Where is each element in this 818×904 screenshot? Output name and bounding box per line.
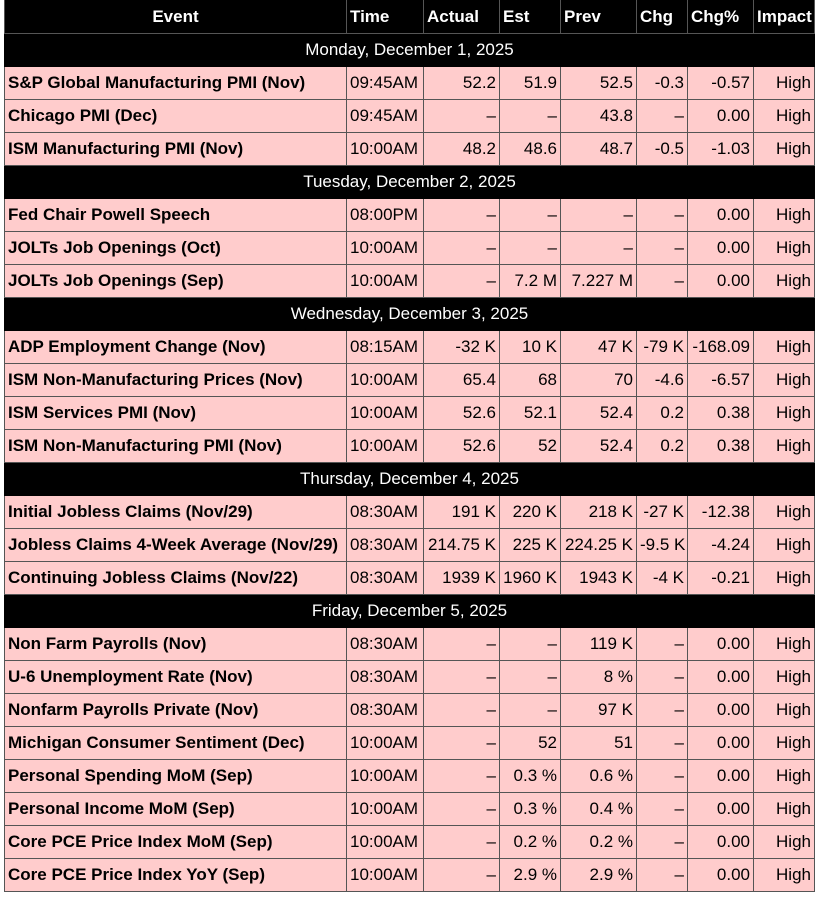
previous-cell: – bbox=[561, 232, 637, 265]
previous-cell: 43.8 bbox=[561, 100, 637, 133]
impact-cell: High bbox=[754, 67, 815, 100]
change-cell: – bbox=[637, 265, 688, 298]
estimate-cell: 68 bbox=[500, 364, 561, 397]
time-cell: 08:30AM bbox=[347, 694, 424, 727]
table-row[interactable] bbox=[5, 529, 815, 562]
time-cell: 10:00AM bbox=[347, 397, 424, 430]
table-row[interactable] bbox=[5, 364, 815, 397]
event-name-cell: ISM Services PMI (Nov) bbox=[5, 397, 347, 430]
change-cell: – bbox=[637, 826, 688, 859]
event-name-cell: Non Farm Payrolls (Nov) bbox=[5, 628, 347, 661]
table-row[interactable] bbox=[5, 628, 815, 661]
actual-cell: -32 K bbox=[424, 331, 500, 364]
event-name-cell: Jobless Claims 4-Week Average (Nov/29) bbox=[5, 529, 347, 562]
previous-cell: 119 K bbox=[561, 628, 637, 661]
change-percent-cell: 0.00 bbox=[688, 859, 754, 892]
change-percent-cell: -6.57 bbox=[688, 364, 754, 397]
previous-cell: 1943 K bbox=[561, 562, 637, 595]
time-cell: 10:00AM bbox=[347, 760, 424, 793]
previous-cell: 52.4 bbox=[561, 397, 637, 430]
actual-cell: 1939 K bbox=[424, 562, 500, 595]
table-row[interactable] bbox=[5, 397, 815, 430]
event-name-cell: JOLTs Job Openings (Sep) bbox=[5, 265, 347, 298]
change-percent-cell: -0.57 bbox=[688, 67, 754, 100]
economic-calendar-table bbox=[4, 0, 815, 892]
previous-cell: 8 % bbox=[561, 661, 637, 694]
day-header-row bbox=[5, 34, 815, 67]
day-header-label: Thursday, December 4, 2025 bbox=[5, 463, 815, 496]
change-percent-cell: 0.00 bbox=[688, 727, 754, 760]
event-name-cell: Continuing Jobless Claims (Nov/22) bbox=[5, 562, 347, 595]
change-cell: -4 K bbox=[637, 562, 688, 595]
table-row[interactable] bbox=[5, 430, 815, 463]
time-cell: 08:30AM bbox=[347, 661, 424, 694]
actual-cell: 52.6 bbox=[424, 430, 500, 463]
estimate-cell: 52 bbox=[500, 430, 561, 463]
actual-cell: – bbox=[424, 199, 500, 232]
column-header-actual[interactable]: Actual bbox=[424, 0, 500, 34]
table-row[interactable] bbox=[5, 661, 815, 694]
previous-cell: 51 bbox=[561, 727, 637, 760]
previous-cell: 70 bbox=[561, 364, 637, 397]
column-header-event[interactable]: Event bbox=[5, 0, 347, 34]
actual-cell: 52.6 bbox=[424, 397, 500, 430]
change-cell: – bbox=[637, 232, 688, 265]
impact-cell: High bbox=[754, 628, 815, 661]
change-cell: – bbox=[637, 628, 688, 661]
table-row[interactable] bbox=[5, 826, 815, 859]
change-percent-cell: 0.00 bbox=[688, 826, 754, 859]
time-cell: 10:00AM bbox=[347, 364, 424, 397]
actual-cell: – bbox=[424, 232, 500, 265]
estimate-cell: 48.6 bbox=[500, 133, 561, 166]
impact-cell: High bbox=[754, 364, 815, 397]
change-cell: -27 K bbox=[637, 496, 688, 529]
previous-cell: 48.7 bbox=[561, 133, 637, 166]
column-header-time[interactable]: Time bbox=[347, 0, 424, 34]
day-header-label: Monday, December 1, 2025 bbox=[5, 34, 815, 67]
time-cell: 10:00AM bbox=[347, 727, 424, 760]
previous-cell: 0.2 % bbox=[561, 826, 637, 859]
day-header-label: Tuesday, December 2, 2025 bbox=[5, 166, 815, 199]
event-name-cell: U-6 Unemployment Rate (Nov) bbox=[5, 661, 347, 694]
event-name-cell: Personal Income MoM (Sep) bbox=[5, 793, 347, 826]
actual-cell: – bbox=[424, 826, 500, 859]
impact-cell: High bbox=[754, 397, 815, 430]
impact-cell: High bbox=[754, 100, 815, 133]
event-name-cell: ISM Manufacturing PMI (Nov) bbox=[5, 133, 347, 166]
impact-cell: High bbox=[754, 331, 815, 364]
estimate-cell: – bbox=[500, 199, 561, 232]
time-cell: 08:30AM bbox=[347, 496, 424, 529]
actual-cell: 214.75 K bbox=[424, 529, 500, 562]
change-percent-cell: 0.00 bbox=[688, 265, 754, 298]
previous-cell: 97 K bbox=[561, 694, 637, 727]
change-cell: – bbox=[637, 694, 688, 727]
change-percent-cell: 0.00 bbox=[688, 694, 754, 727]
impact-cell: High bbox=[754, 496, 815, 529]
event-name-cell: JOLTs Job Openings (Oct) bbox=[5, 232, 347, 265]
actual-cell: – bbox=[424, 859, 500, 892]
change-percent-cell: 0.38 bbox=[688, 397, 754, 430]
estimate-cell: 1960 K bbox=[500, 562, 561, 595]
change-percent-cell: -12.38 bbox=[688, 496, 754, 529]
change-percent-cell: 0.00 bbox=[688, 661, 754, 694]
actual-cell: – bbox=[424, 793, 500, 826]
estimate-cell: – bbox=[500, 232, 561, 265]
economic-calendar bbox=[4, 0, 814, 892]
previous-cell: 0.4 % bbox=[561, 793, 637, 826]
actual-cell: – bbox=[424, 727, 500, 760]
impact-cell: High bbox=[754, 859, 815, 892]
event-name-cell: Core PCE Price Index MoM (Sep) bbox=[5, 826, 347, 859]
day-header-label: Wednesday, December 3, 2025 bbox=[5, 298, 815, 331]
actual-cell: 65.4 bbox=[424, 364, 500, 397]
table-row[interactable] bbox=[5, 133, 815, 166]
time-cell: 10:00AM bbox=[347, 133, 424, 166]
change-cell: 0.2 bbox=[637, 397, 688, 430]
table-row[interactable] bbox=[5, 199, 815, 232]
event-name-cell: Chicago PMI (Dec) bbox=[5, 100, 347, 133]
actual-cell: – bbox=[424, 628, 500, 661]
change-cell: -79 K bbox=[637, 331, 688, 364]
estimate-cell: 52.1 bbox=[500, 397, 561, 430]
previous-cell: 52.4 bbox=[561, 430, 637, 463]
change-cell: – bbox=[637, 727, 688, 760]
actual-cell: 52.2 bbox=[424, 67, 500, 100]
change-percent-cell: 0.00 bbox=[688, 199, 754, 232]
table-row[interactable] bbox=[5, 727, 815, 760]
change-percent-cell: -4.24 bbox=[688, 529, 754, 562]
impact-cell: High bbox=[754, 265, 815, 298]
estimate-cell: 0.3 % bbox=[500, 793, 561, 826]
estimate-cell: 51.9 bbox=[500, 67, 561, 100]
table-row[interactable] bbox=[5, 562, 815, 595]
impact-cell: High bbox=[754, 199, 815, 232]
previous-cell: 47 K bbox=[561, 331, 637, 364]
column-header-chg[interactable]: Chg bbox=[637, 0, 688, 34]
time-cell: 08:30AM bbox=[347, 529, 424, 562]
estimate-cell: – bbox=[500, 694, 561, 727]
estimate-cell: 220 K bbox=[500, 496, 561, 529]
day-header-row bbox=[5, 166, 815, 199]
estimate-cell: 0.2 % bbox=[500, 826, 561, 859]
event-name-cell: Initial Jobless Claims (Nov/29) bbox=[5, 496, 347, 529]
previous-cell: 0.6 % bbox=[561, 760, 637, 793]
change-cell: – bbox=[637, 760, 688, 793]
impact-cell: High bbox=[754, 562, 815, 595]
change-percent-cell: 0.00 bbox=[688, 232, 754, 265]
change-cell: – bbox=[637, 100, 688, 133]
table-row[interactable] bbox=[5, 265, 815, 298]
actual-cell: – bbox=[424, 694, 500, 727]
change-percent-cell: -168.09 bbox=[688, 331, 754, 364]
table-row[interactable] bbox=[5, 67, 815, 100]
impact-cell: High bbox=[754, 430, 815, 463]
previous-cell: – bbox=[561, 199, 637, 232]
event-name-cell: ISM Non-Manufacturing PMI (Nov) bbox=[5, 430, 347, 463]
table-row[interactable] bbox=[5, 232, 815, 265]
estimate-cell: 225 K bbox=[500, 529, 561, 562]
impact-cell: High bbox=[754, 232, 815, 265]
event-name-cell: Core PCE Price Index YoY (Sep) bbox=[5, 859, 347, 892]
impact-cell: High bbox=[754, 133, 815, 166]
estimate-cell: 0.3 % bbox=[500, 760, 561, 793]
column-header-impact[interactable]: Impact bbox=[754, 0, 815, 34]
time-cell: 10:00AM bbox=[347, 859, 424, 892]
impact-cell: High bbox=[754, 694, 815, 727]
change-cell: – bbox=[637, 199, 688, 232]
column-header-est[interactable]: Est bbox=[500, 0, 561, 34]
impact-cell: High bbox=[754, 661, 815, 694]
estimate-cell: – bbox=[500, 628, 561, 661]
change-cell: – bbox=[637, 793, 688, 826]
day-header-row bbox=[5, 595, 815, 628]
estimate-cell: 10 K bbox=[500, 331, 561, 364]
previous-cell: 7.227 M bbox=[561, 265, 637, 298]
actual-cell: 191 K bbox=[424, 496, 500, 529]
actual-cell: – bbox=[424, 661, 500, 694]
time-cell: 10:00AM bbox=[347, 232, 424, 265]
impact-cell: High bbox=[754, 529, 815, 562]
estimate-cell: 7.2 M bbox=[500, 265, 561, 298]
table-header-row bbox=[5, 0, 815, 34]
day-header-label: Friday, December 5, 2025 bbox=[5, 595, 815, 628]
actual-cell: – bbox=[424, 100, 500, 133]
estimate-cell: – bbox=[500, 661, 561, 694]
change-cell: -0.3 bbox=[637, 67, 688, 100]
time-cell: 10:00AM bbox=[347, 826, 424, 859]
table-row[interactable] bbox=[5, 496, 815, 529]
time-cell: 08:15AM bbox=[347, 331, 424, 364]
change-percent-cell: -0.21 bbox=[688, 562, 754, 595]
change-percent-cell: 0.00 bbox=[688, 793, 754, 826]
time-cell: 09:45AM bbox=[347, 100, 424, 133]
change-percent-cell: 0.38 bbox=[688, 430, 754, 463]
event-name-cell: Nonfarm Payrolls Private (Nov) bbox=[5, 694, 347, 727]
time-cell: 10:00AM bbox=[347, 430, 424, 463]
table-row[interactable] bbox=[5, 760, 815, 793]
time-cell: 08:30AM bbox=[347, 628, 424, 661]
previous-cell: 52.5 bbox=[561, 67, 637, 100]
table-row[interactable] bbox=[5, 859, 815, 892]
actual-cell: – bbox=[424, 265, 500, 298]
impact-cell: High bbox=[754, 793, 815, 826]
time-cell: 10:00AM bbox=[347, 265, 424, 298]
time-cell: 09:45AM bbox=[347, 67, 424, 100]
table-row[interactable] bbox=[5, 793, 815, 826]
column-header-prev[interactable]: Prev bbox=[561, 0, 637, 34]
previous-cell: 218 K bbox=[561, 496, 637, 529]
change-cell: -9.5 K bbox=[637, 529, 688, 562]
event-name-cell: ADP Employment Change (Nov) bbox=[5, 331, 347, 364]
change-percent-cell: 0.00 bbox=[688, 628, 754, 661]
column-header-chg-pct[interactable]: Chg% bbox=[688, 0, 754, 34]
time-cell: 08:30AM bbox=[347, 562, 424, 595]
change-percent-cell: 0.00 bbox=[688, 760, 754, 793]
table-row[interactable] bbox=[5, 331, 815, 364]
change-cell: -4.6 bbox=[637, 364, 688, 397]
event-name-cell: Personal Spending MoM (Sep) bbox=[5, 760, 347, 793]
event-name-cell: S&P Global Manufacturing PMI (Nov) bbox=[5, 67, 347, 100]
event-name-cell: ISM Non-Manufacturing Prices (Nov) bbox=[5, 364, 347, 397]
table-row[interactable] bbox=[5, 100, 815, 133]
event-name-cell: Fed Chair Powell Speech bbox=[5, 199, 347, 232]
table-body bbox=[5, 34, 815, 892]
actual-cell: 48.2 bbox=[424, 133, 500, 166]
event-name-cell: Michigan Consumer Sentiment (Dec) bbox=[5, 727, 347, 760]
change-cell: -0.5 bbox=[637, 133, 688, 166]
day-header-row bbox=[5, 298, 815, 331]
impact-cell: High bbox=[754, 826, 815, 859]
time-cell: 10:00AM bbox=[347, 793, 424, 826]
table-row[interactable] bbox=[5, 694, 815, 727]
time-cell: 08:00PM bbox=[347, 199, 424, 232]
estimate-cell: 52 bbox=[500, 727, 561, 760]
actual-cell: – bbox=[424, 760, 500, 793]
change-cell: 0.2 bbox=[637, 430, 688, 463]
impact-cell: High bbox=[754, 727, 815, 760]
change-cell: – bbox=[637, 859, 688, 892]
previous-cell: 224.25 K bbox=[561, 529, 637, 562]
estimate-cell: 2.9 % bbox=[500, 859, 561, 892]
previous-cell: 2.9 % bbox=[561, 859, 637, 892]
change-percent-cell: -1.03 bbox=[688, 133, 754, 166]
estimate-cell: – bbox=[500, 100, 561, 133]
impact-cell: High bbox=[754, 760, 815, 793]
change-percent-cell: 0.00 bbox=[688, 100, 754, 133]
day-header-row bbox=[5, 463, 815, 496]
change-cell: – bbox=[637, 661, 688, 694]
